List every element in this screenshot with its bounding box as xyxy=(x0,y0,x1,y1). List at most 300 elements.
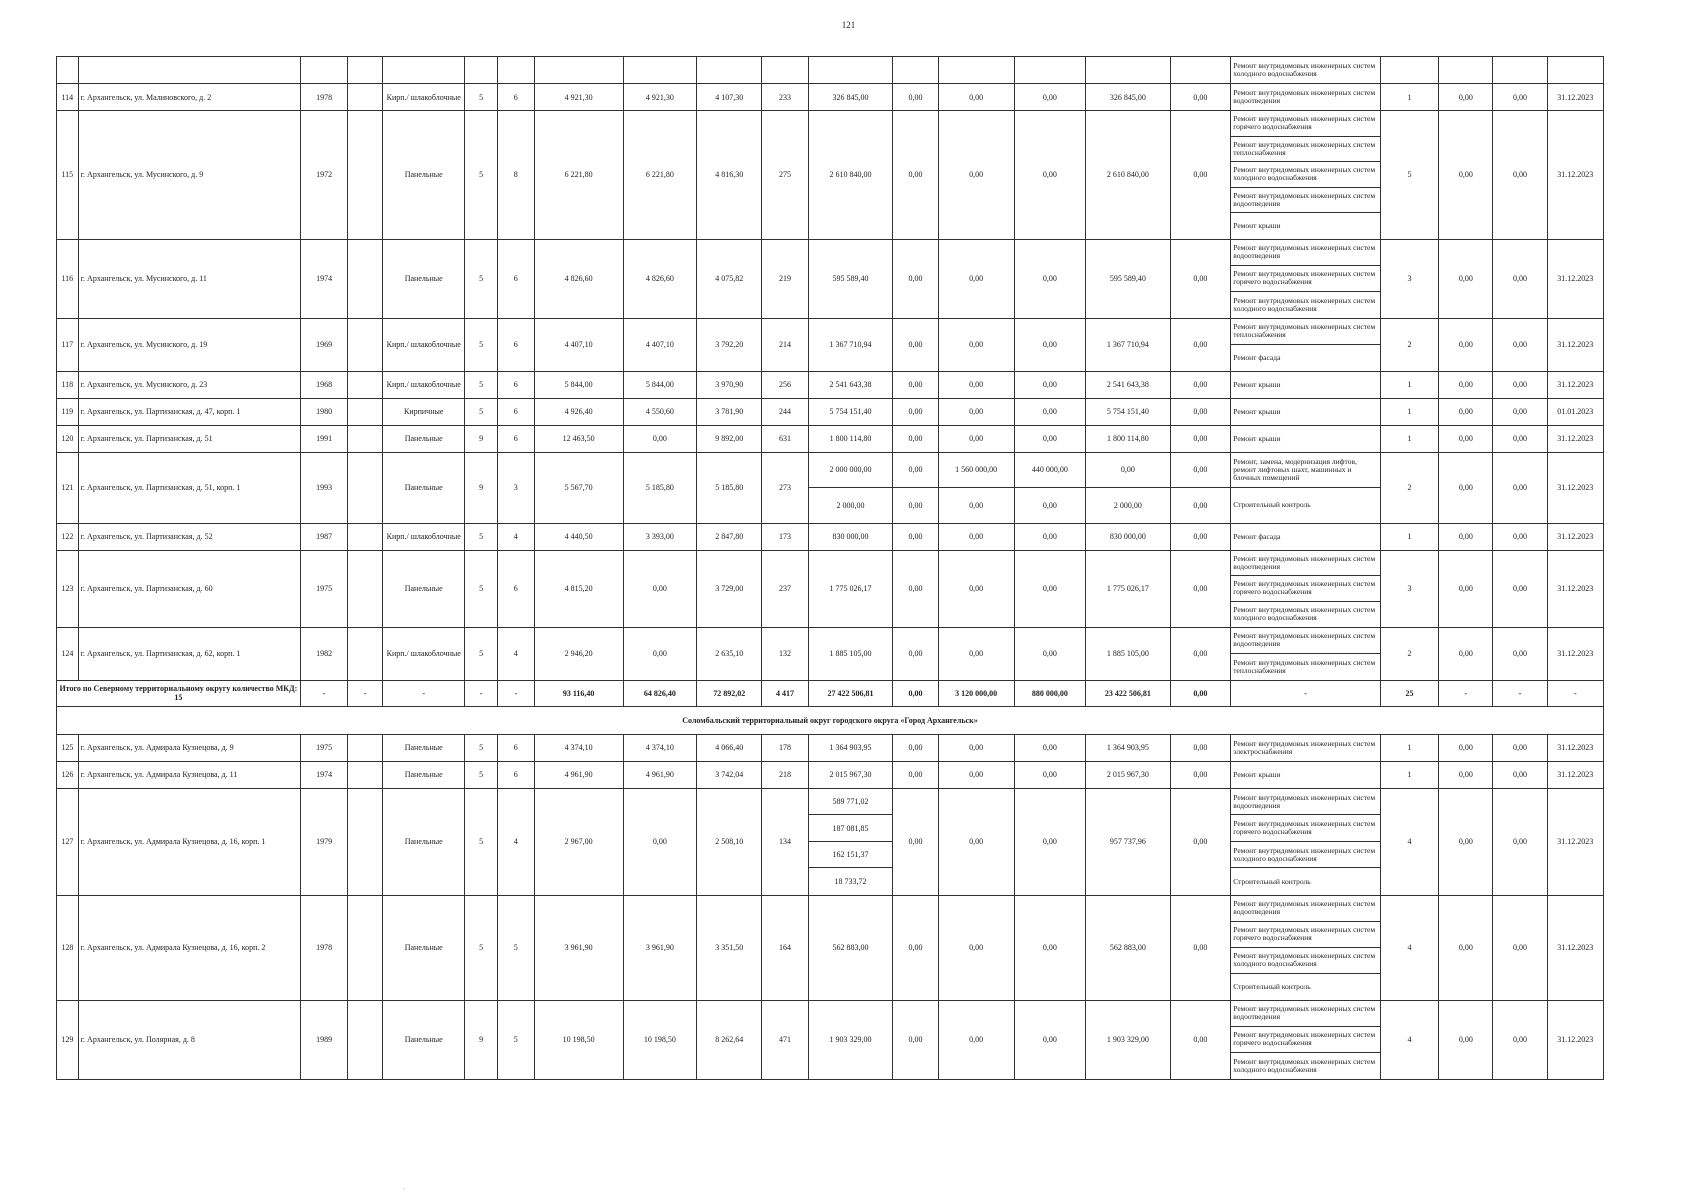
address: г. Архангельск, ул. Малиновского, д. 2 xyxy=(78,84,300,111)
max-cost-per-m2: 0,00 xyxy=(1493,84,1547,111)
blank-cell xyxy=(348,398,383,425)
fund-federal: 0,00 xyxy=(893,371,939,398)
fund-other: 0,00 xyxy=(1170,734,1231,761)
table-row xyxy=(57,398,1604,425)
works-count: 1 xyxy=(1380,84,1439,111)
works-count: 1 xyxy=(1380,523,1439,550)
wall-material: Кирп./ шлакоблочные xyxy=(383,371,465,398)
wall-material: Панельные xyxy=(383,239,465,318)
blank-cell xyxy=(348,523,383,550)
row-number: 127 xyxy=(57,788,79,895)
build-year: 1991 xyxy=(300,425,348,452)
work-type-item: Ремонт крыши xyxy=(1233,433,1281,443)
row-number: 114 xyxy=(57,84,79,111)
works-count: 4 xyxy=(1380,1000,1439,1079)
work-types-cell xyxy=(1231,84,1381,111)
cost-per-m2: 0,00 xyxy=(1439,398,1493,425)
work-type-item: Ремонт внутридомовых инженерных систем холодного водоснабжения xyxy=(1233,295,1376,313)
total-value: 0,00 xyxy=(893,680,939,706)
address: г. Архангельск, ул. Партизанская, д. 51, корп. 1 xyxy=(78,452,300,523)
total-cost: 595 589,40 xyxy=(808,239,893,318)
fund-regional: 0,00 xyxy=(938,1000,1014,1079)
total-value: 4 417 xyxy=(762,680,809,706)
residents: 134 xyxy=(762,788,809,895)
cost-per-m2: 0,00 xyxy=(1439,627,1493,680)
area-owned: 5 185,80 xyxy=(697,452,762,523)
build-year: 1974 xyxy=(300,239,348,318)
works-count: 1 xyxy=(1380,425,1439,452)
build-year: 1979 xyxy=(300,788,348,895)
area-owned: 3 970,90 xyxy=(697,371,762,398)
floors xyxy=(465,57,498,84)
max-cost-per-m2: 0,00 xyxy=(1493,398,1547,425)
fund-regional-part: 1 560 000,00 xyxy=(939,453,1014,488)
fund-federal: 0,00 xyxy=(893,788,939,895)
area-owned: 4 816,30 xyxy=(697,111,762,240)
build-year: 1987 xyxy=(300,523,348,550)
wall-material: Кирп./ шлакоблочные xyxy=(383,627,465,680)
total-cost: 2 541 643,38 xyxy=(808,371,893,398)
entrances: 5 xyxy=(497,1000,534,1079)
living-area: 4 961,90 xyxy=(623,761,697,788)
work-type-item: Ремонт внутридомовых инженерных систем холодного водоснабжения xyxy=(1231,162,1380,188)
works-count: 2 xyxy=(1380,452,1439,523)
fund-other: 0,00 xyxy=(1170,1000,1231,1079)
total-cost xyxy=(808,788,893,895)
build-year: 1969 xyxy=(300,318,348,371)
living-area: 3 961,90 xyxy=(623,895,697,1000)
work-types-cell xyxy=(1231,371,1381,398)
deadline: 31.12.2023 xyxy=(1547,734,1603,761)
wall-material: Панельные xyxy=(383,111,465,240)
total-area: 4 921,30 xyxy=(534,84,623,111)
build-year: 1993 xyxy=(300,452,348,523)
blank-cell xyxy=(348,57,383,84)
fund-local-part: 0,00 xyxy=(1042,500,1057,510)
build-year: 1982 xyxy=(300,627,348,680)
total-cost-part: 2 000,00 xyxy=(836,500,865,510)
fund-owners: 1 775 026,17 xyxy=(1086,550,1171,627)
floors: 9 xyxy=(465,1000,498,1079)
fund-local xyxy=(1014,57,1086,84)
blank-cell xyxy=(348,239,383,318)
deadline: 31.12.2023 xyxy=(1547,425,1603,452)
deadline: 31.12.2023 xyxy=(1547,627,1603,680)
fund-other: 0,00 xyxy=(1170,550,1231,627)
row-number: 115 xyxy=(57,111,79,240)
total-value: 72 892,02 xyxy=(697,680,762,706)
total-value: - xyxy=(1231,680,1381,706)
wall-material: Кирпичные xyxy=(383,398,465,425)
fund-owners-part: 2 000,00 xyxy=(1113,500,1142,510)
wall-material: Панельные xyxy=(383,425,465,452)
blank-cell xyxy=(348,761,383,788)
fund-local: 0,00 xyxy=(1014,550,1086,627)
total-value: 93 116,40 xyxy=(534,680,623,706)
work-type-item: Ремонт внутридомовых инженерных систем водоотведения xyxy=(1231,188,1380,214)
fund-local: 0,00 xyxy=(1014,84,1086,111)
table-row xyxy=(57,734,1604,761)
work-type-item: Ремонт внутридомовых инженерных систем холодного водоснабжения xyxy=(1233,1056,1376,1074)
total-cost: 830 000,00 xyxy=(808,523,893,550)
address xyxy=(78,57,300,84)
work-types-cell xyxy=(1231,895,1381,1000)
entrances: 6 xyxy=(497,761,534,788)
row-number: 122 xyxy=(57,523,79,550)
deadline xyxy=(1547,57,1603,84)
total-cost-part: 2 000 000,00 xyxy=(809,453,893,488)
total-area: 4 926,40 xyxy=(534,398,623,425)
total-area: 4 961,90 xyxy=(534,761,623,788)
build-year: 1980 xyxy=(300,398,348,425)
fund-other: 0,00 xyxy=(1170,761,1231,788)
deadline: 31.12.2023 xyxy=(1547,239,1603,318)
fund-regional: 0,00 xyxy=(938,788,1014,895)
fund-regional: 0,00 xyxy=(938,895,1014,1000)
address: г. Архангельск, ул. Полярная, д. 8 xyxy=(78,1000,300,1079)
deadline: 31.12.2023 xyxy=(1547,550,1603,627)
table-row xyxy=(57,761,1604,788)
total-value: 27 422 506,81 xyxy=(808,680,893,706)
fund-regional: 0,00 xyxy=(938,425,1014,452)
fund-federal: 0,00 xyxy=(893,627,939,680)
total-cost: 5 754 151,40 xyxy=(808,398,893,425)
build-year: 1978 xyxy=(300,895,348,1000)
fund-other: 0,00 xyxy=(1170,895,1231,1000)
fund-other: 0,00 xyxy=(1170,788,1231,895)
address: г. Архангельск, ул. Партизанская, д. 51 xyxy=(78,425,300,452)
floors: 5 xyxy=(465,788,498,895)
living-area: 6 221,80 xyxy=(623,111,697,240)
fund-owners xyxy=(1086,57,1171,84)
blank-cell xyxy=(348,371,383,398)
build-year xyxy=(300,57,348,84)
build-year: 1968 xyxy=(300,371,348,398)
fund-other: 0,00 xyxy=(1170,371,1231,398)
cost-per-m2: 0,00 xyxy=(1439,111,1493,240)
page-number: 121 xyxy=(841,20,856,30)
work-type-item: Ремонт фасада xyxy=(1233,352,1281,362)
residents: 471 xyxy=(762,1000,809,1079)
row-number: 120 xyxy=(57,425,79,452)
fund-regional: 0,00 xyxy=(938,111,1014,240)
entrances: 3 xyxy=(497,452,534,523)
total-area: 2 946,20 xyxy=(534,627,623,680)
max-cost-per-m2: 0,00 xyxy=(1493,318,1547,371)
fund-owners: 5 754 151,40 xyxy=(1086,398,1171,425)
cost-per-m2: 0,00 xyxy=(1439,239,1493,318)
row-number xyxy=(57,57,79,84)
fund-local: 0,00 xyxy=(1014,398,1086,425)
residents: 173 xyxy=(762,523,809,550)
address: г. Архангельск, ул. Партизанская, д. 60 xyxy=(78,550,300,627)
work-type-item: Ремонт внутридомовых инженерных систем холодного водоснабжения xyxy=(1233,605,1376,623)
cost-per-m2: 0,00 xyxy=(1439,425,1493,452)
row-number: 117 xyxy=(57,318,79,371)
fund-federal-part: 0,00 xyxy=(908,500,923,510)
floors: 9 xyxy=(465,425,498,452)
fund-federal: 0,00 xyxy=(893,523,939,550)
work-type-item: Ремонт внутридомовых инженерных систем водоотведения xyxy=(1231,896,1380,922)
fund-other: 0,00 xyxy=(1170,523,1231,550)
area-owned xyxy=(697,57,762,84)
fund-owners-part: 0,00 xyxy=(1086,453,1170,488)
wall-material: Кирп./ шлакоблочные xyxy=(383,84,465,111)
entrances: 4 xyxy=(497,627,534,680)
total-cost-part: 162 151,37 xyxy=(809,842,893,869)
entrances: 6 xyxy=(497,239,534,318)
work-type-item: Ремонт внутридомовых инженерных систем горячего водоснабжения xyxy=(1231,111,1380,137)
floors: 5 xyxy=(465,84,498,111)
deadline: 31.12.2023 xyxy=(1547,788,1603,895)
work-type-item: Ремонт внутридомовых инженерных систем холодного водоснабжения xyxy=(1231,948,1380,974)
total-area: 2 967,00 xyxy=(534,788,623,895)
fund-owners: 1 885 105,00 xyxy=(1086,627,1171,680)
blank-cell xyxy=(348,734,383,761)
total-value: 25 xyxy=(1380,680,1439,706)
residents: 132 xyxy=(762,627,809,680)
table-row xyxy=(57,523,1604,550)
residents: 631 xyxy=(762,425,809,452)
fund-owners: 1 364 903,95 xyxy=(1086,734,1171,761)
blank-cell xyxy=(348,452,383,523)
entrances: 6 xyxy=(497,371,534,398)
residents: 256 xyxy=(762,371,809,398)
build-year: 1978 xyxy=(300,84,348,111)
work-type-item: Ремонт крыши xyxy=(1233,221,1281,231)
build-year: 1975 xyxy=(300,734,348,761)
fund-owners: 830 000,00 xyxy=(1086,523,1171,550)
fund-regional: 0,00 xyxy=(938,371,1014,398)
residents: 233 xyxy=(762,84,809,111)
living-area: 0,00 xyxy=(623,627,697,680)
fund-regional-part: 0,00 xyxy=(969,500,984,510)
fund-regional: 0,00 xyxy=(938,734,1014,761)
fund-local: 0,00 xyxy=(1014,627,1086,680)
fund-federal: 0,00 xyxy=(893,111,939,240)
wall-material: Панельные xyxy=(383,452,465,523)
work-types-cell xyxy=(1231,425,1381,452)
address: г. Архангельск, ул. Адмирала Кузнецова, д. 11 xyxy=(78,761,300,788)
fund-federal: 0,00 xyxy=(893,761,939,788)
residents: 275 xyxy=(762,111,809,240)
total-cost-part: 589 771,02 xyxy=(809,789,893,816)
build-year: 1989 xyxy=(300,1000,348,1079)
fund-regional xyxy=(938,57,1014,84)
deadline: 31.12.2023 xyxy=(1547,761,1603,788)
work-types-cell xyxy=(1231,523,1381,550)
row-number: 116 xyxy=(57,239,79,318)
living-area: 10 198,50 xyxy=(623,1000,697,1079)
fund-regional: 0,00 xyxy=(938,627,1014,680)
fund-owners: 562 883,00 xyxy=(1086,895,1171,1000)
max-cost-per-m2: 0,00 xyxy=(1493,1000,1547,1079)
fund-federal xyxy=(893,57,939,84)
entrances: 6 xyxy=(497,550,534,627)
entrances xyxy=(497,57,534,84)
table-row xyxy=(57,1000,1604,1079)
address: г. Архангельск, ул. Партизанская, д. 52 xyxy=(78,523,300,550)
work-types-cell xyxy=(1231,111,1381,240)
fund-local: 0,00 xyxy=(1014,734,1086,761)
total-cost: 1 367 710,94 xyxy=(808,318,893,371)
max-cost-per-m2: 0,00 xyxy=(1493,239,1547,318)
max-cost-per-m2: 0,00 xyxy=(1493,371,1547,398)
fund-local: 0,00 xyxy=(1014,371,1086,398)
total-cost xyxy=(808,57,893,84)
work-type-item: Ремонт внутридомовых инженерных систем водоотведения xyxy=(1231,551,1380,576)
work-type-item: Ремонт внутридомовых инженерных систем горячего водоснабжения xyxy=(1231,815,1380,842)
address: г. Архангельск, ул. Мусинского, д. 11 xyxy=(78,239,300,318)
total-value: - xyxy=(465,680,498,706)
wall-material: Кирп./ шлакоблочные xyxy=(383,318,465,371)
blank-cell xyxy=(348,318,383,371)
area-owned: 8 262,64 xyxy=(697,1000,762,1079)
fund-other xyxy=(1170,452,1231,523)
work-types-cell xyxy=(1231,1000,1381,1079)
fund-federal: 0,00 xyxy=(893,84,939,111)
address: г. Архангельск, ул. Мусинского, д. 9 xyxy=(78,111,300,240)
row-number: 119 xyxy=(57,398,79,425)
max-cost-per-m2: 0,00 xyxy=(1493,425,1547,452)
living-area: 5 844,00 xyxy=(623,371,697,398)
floors: 5 xyxy=(465,627,498,680)
residents: 237 xyxy=(762,550,809,627)
data-table xyxy=(56,56,1604,1080)
work-type-item: Строительный контроль xyxy=(1233,981,1311,991)
total-value: 23 422 506,81 xyxy=(1086,680,1171,706)
floors: 5 xyxy=(465,318,498,371)
work-type-item: Ремонт внутридомовых инженерных систем водоотведения xyxy=(1231,1001,1380,1027)
fund-other: 0,00 xyxy=(1170,425,1231,452)
blank-cell xyxy=(348,425,383,452)
work-types-cell xyxy=(1231,627,1381,680)
table-row xyxy=(57,550,1604,627)
fund-local xyxy=(1014,452,1086,523)
fund-regional: 0,00 xyxy=(938,523,1014,550)
work-types-cell xyxy=(1231,734,1381,761)
floors: 5 xyxy=(465,895,498,1000)
area-owned: 4 066,40 xyxy=(697,734,762,761)
blank-cell xyxy=(348,1000,383,1079)
total-value: 3 120 000,00 xyxy=(938,680,1014,706)
works-count xyxy=(1380,57,1439,84)
section-title: Соломбальский территориальный округ городского округа «Город Архангельск» xyxy=(57,706,1604,734)
total-area xyxy=(534,57,623,84)
floors: 5 xyxy=(465,550,498,627)
total-cost: 562 883,00 xyxy=(808,895,893,1000)
total-area: 3 961,90 xyxy=(534,895,623,1000)
wall-material: Панельные xyxy=(383,761,465,788)
row-number: 123 xyxy=(57,550,79,627)
area-owned: 3 351,50 xyxy=(697,895,762,1000)
fund-federal: 0,00 xyxy=(893,550,939,627)
work-types-cell xyxy=(1231,452,1381,523)
total-area: 12 463,50 xyxy=(534,425,623,452)
work-type-item: Строительный контроль xyxy=(1233,500,1311,510)
works-count: 4 xyxy=(1380,788,1439,895)
floors: 9 xyxy=(465,452,498,523)
fund-owners: 2 610 840,00 xyxy=(1086,111,1171,240)
address: г. Архангельск, ул. Адмирала Кузнецова, д. 9 xyxy=(78,734,300,761)
table-row xyxy=(57,452,1604,523)
total-area: 4 440,50 xyxy=(534,523,623,550)
work-type-item: Ремонт внутридомовых инженерных систем электроснабжения xyxy=(1233,738,1376,756)
total-value: - xyxy=(1493,680,1547,706)
residents: 218 xyxy=(762,761,809,788)
wall-material: Панельные xyxy=(383,895,465,1000)
deadline: 01.01.2023 xyxy=(1547,398,1603,425)
fund-local: 0,00 xyxy=(1014,111,1086,240)
deadline: 31.12.2023 xyxy=(1547,523,1603,550)
cost-per-m2: 0,00 xyxy=(1439,318,1493,371)
cost-per-m2: 0,00 xyxy=(1439,788,1493,895)
floors: 5 xyxy=(465,239,498,318)
work-type-item: Ремонт внутридомовых инженерных систем водоотведения xyxy=(1231,789,1380,816)
area-owned: 2 635,10 xyxy=(697,627,762,680)
total-value: 64 826,40 xyxy=(623,680,697,706)
fund-federal: 0,00 xyxy=(893,318,939,371)
fund-other: 0,00 xyxy=(1170,84,1231,111)
entrances: 4 xyxy=(497,788,534,895)
address: г. Архангельск, ул. Адмирала Кузнецова, д. 16, корп. 2 xyxy=(78,895,300,1000)
cost-per-m2: 0,00 xyxy=(1439,452,1493,523)
fund-local: 0,00 xyxy=(1014,239,1086,318)
cost-per-m2: 0,00 xyxy=(1439,550,1493,627)
build-year: 1975 xyxy=(300,550,348,627)
floors: 5 xyxy=(465,371,498,398)
entrances: 8 xyxy=(497,111,534,240)
wall-material: Панельные xyxy=(383,734,465,761)
residents: 214 xyxy=(762,318,809,371)
entrances: 4 xyxy=(497,523,534,550)
scan-mark: . xyxy=(403,1182,405,1191)
residents: 178 xyxy=(762,734,809,761)
fund-local: 0,00 xyxy=(1014,788,1086,895)
area-owned: 3 729,00 xyxy=(697,550,762,627)
fund-federal: 0,00 xyxy=(893,734,939,761)
fund-regional xyxy=(938,452,1014,523)
address: г. Архангельск, ул. Адмирала Кузнецова, д. 16, корп. 1 xyxy=(78,788,300,895)
work-type-item: Ремонт внутридомовых инженерных систем горячего водоснабжения xyxy=(1231,576,1380,601)
row-number: 125 xyxy=(57,734,79,761)
cost-per-m2: 0,00 xyxy=(1439,895,1493,1000)
fund-local: 0,00 xyxy=(1014,425,1086,452)
works-count: 4 xyxy=(1380,895,1439,1000)
table-row xyxy=(57,627,1604,680)
works-count: 1 xyxy=(1380,734,1439,761)
fund-owners xyxy=(1086,452,1171,523)
living-area: 4 550,60 xyxy=(623,398,697,425)
cost-per-m2: 0,00 xyxy=(1439,761,1493,788)
total-area: 5 567,70 xyxy=(534,452,623,523)
max-cost-per-m2: 0,00 xyxy=(1493,452,1547,523)
works-count: 2 xyxy=(1380,318,1439,371)
work-type-item: Ремонт внутридомовых инженерных систем водоотведения xyxy=(1231,628,1380,654)
max-cost-per-m2: 0,00 xyxy=(1493,895,1547,1000)
total-value: - xyxy=(1547,680,1603,706)
area-owned: 3 781,90 xyxy=(697,398,762,425)
blank-cell xyxy=(348,895,383,1000)
fund-local: 0,00 xyxy=(1014,1000,1086,1079)
fund-regional: 0,00 xyxy=(938,550,1014,627)
fund-other xyxy=(1170,57,1231,84)
max-cost-per-m2: 0,00 xyxy=(1493,550,1547,627)
work-types-cell xyxy=(1231,239,1381,318)
residents xyxy=(762,57,809,84)
fund-local: 0,00 xyxy=(1014,895,1086,1000)
address: г. Архангельск, ул. Мусинского, д. 23 xyxy=(78,371,300,398)
